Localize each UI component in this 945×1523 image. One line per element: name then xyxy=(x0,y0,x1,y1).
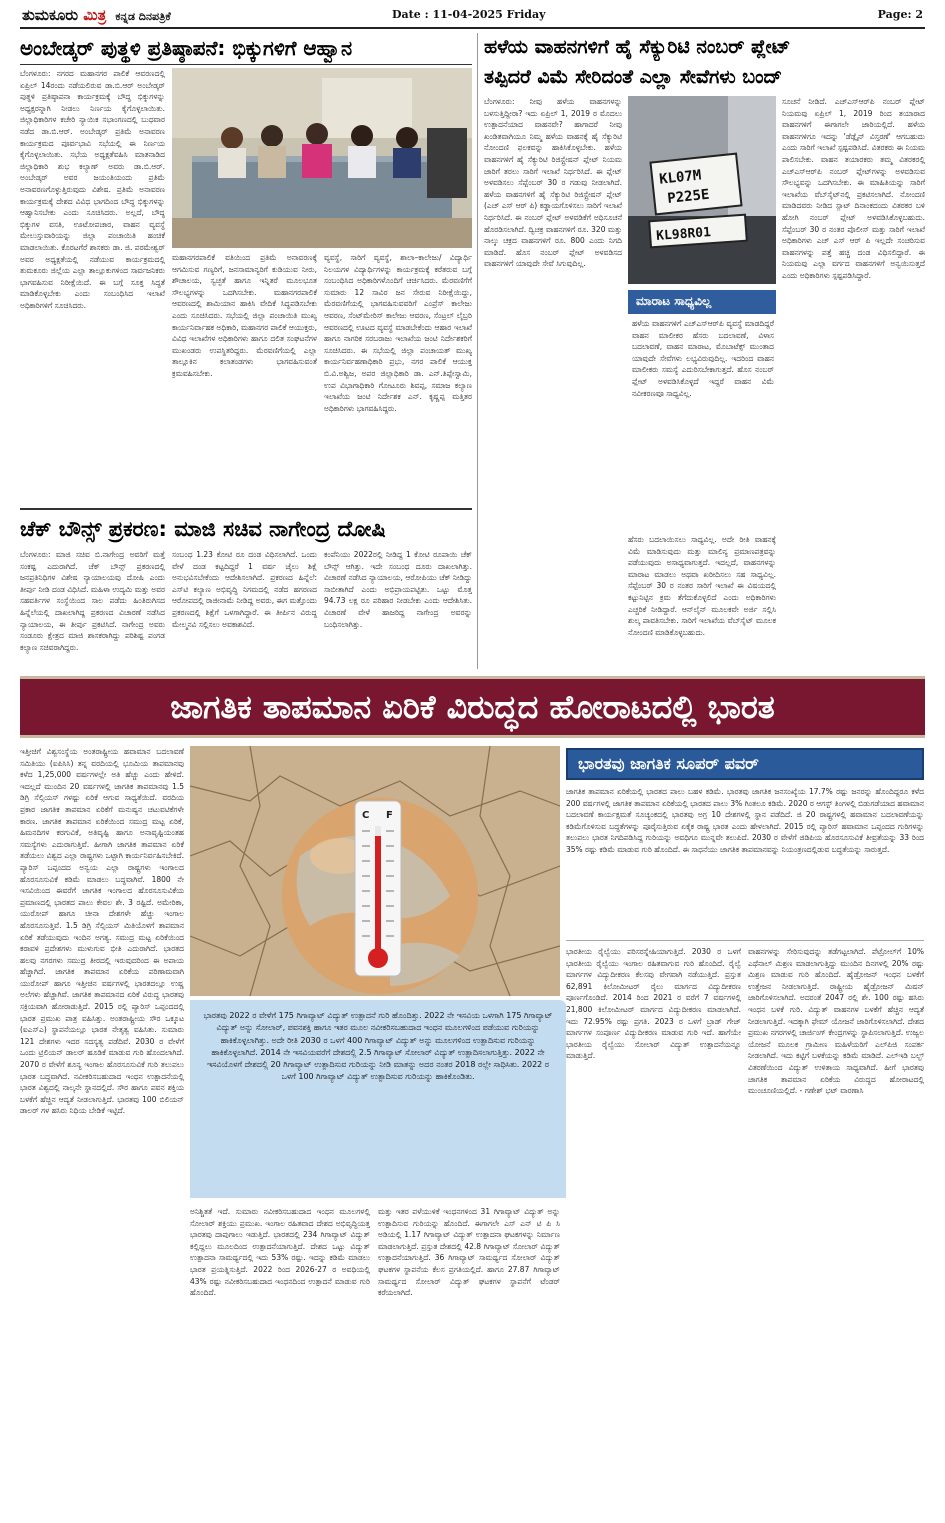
globe-illustration xyxy=(190,746,560,996)
climate-banner xyxy=(20,676,925,738)
plate-sidebox-text: ಹಳೆಯ ವಾಹನಗಳಿಗೆ ಎಚ್‌ಎಸ್‌ಆರ್‌ಪಿ ವ್ಯವಸ್ಥೆ ಮಾಡದಿದ್ದರೆ ವಾಹನ ಮಾಲೀಕರ ಹೆಸರು ಬದಲಾವಣೆ, ವಿಳಾಸ ಬದಲಾವಣೆ, ವಾಹನ ಮಾರಾಟ, ಮೊಬಾಟೆಕ್ಸ್ ಮುಂತಾದ ಯಾವುದೇ ಸೇವೆಗಳು ಲಭ್ಯವಿರುವುದಿಲ್ಲ. ಇದರಿಂದ ವಾಹನ ಮಾಲೀಕರು ಸಮಸ್ಯೆ ಎದುರಿಸಬೇಕಾಗುತ್ತದೆ. ಹೊಸ ನಂಬರ್ ಪ್ಲೇಟ್ ಅಳವಡಿಸಿಕೊಳ್ಳದೆ ಇದ್ದರೆ ವಾಹನ ವಿಮೆ ನವೀಕರಣವೂ ಸಾಧ್ಯವಿಲ್ಲ. xyxy=(632,319,774,398)
climate-banner-title: ಜಾಗತಿಕ ತಾಪಮಾನ ಏರಿಕೆ ವಿರುದ್ಧದ ಹೋರಾಟದಲ್ಲಿ ಭಾರತ xyxy=(170,688,775,726)
ambedkar-column-2: ಮಹಾನಗರಪಾಲಿಕೆ ವತಿಯಿಂದ ಪ್ರತಿಮೆ ಅನಾವರಣಕ್ಕೆ ಆಗಮಿಸುವ ಗಣ್ಯರಿಗೆ, ಜನಸಾಮಾನ್ಯರಿಗೆ ಕುಡಿಯುವ ನೀರು, ಶೌಚಾಲಯ, ಸ್ವಚ್ಛತೆ ಹಾಗೂ ಇನ್ನಿತರೆ ಮೂಲಭೂತ ಸೌಲಭ್ಯಗಳನ್ನು ಒದಗಿಸಬೇಕು. ಮಹಾನಗರಪಾಲಿಕೆ ಆವರಣದಲ್ಲಿ ಶಾಮಿಯಾನ ಹಾಕಿಸಿ ವೇದಿಕೆ ಸಿದ್ಧಪಡಿಸಬೇಕು ಎಂದು ಸೂಚಿಸಿದರು. ಸಭೆಯಲ್ಲಿ ಜಿಲ್ಲಾ ಪಂಚಾಯಿತಿ ಮುಖ್ಯ ಕಾರ್ಯನಿರ್ವಾಹಕ ಅಧಿಕಾರಿ, ಮಹಾನಗರ ಪಾಲಿಕೆ ಆಯುಕ್ತರು, ವಿವಿಧ ಇಲಾಖೆಗಳ ಅಧಿಕಾರಿಗಳು ಹಾಗೂ ದಲಿತ ಸಂಘಟನೆಗಳ ಮುಖಂಡರು ಉಪಸ್ಥಿತರಿದ್ದರು. ಮೆರವಣಿಗೆಯಲ್ಲಿ ಎಲ್ಲಾ ತಾಲ್ಲೂಕಿನ ಕಲಾತಂಡಗಳು ಭಾಗವಹಿಸುವಂತೆ ಕ್ರಮವಹಿಸಬೇಕು. xyxy=(172,253,317,378)
number-plate-illustration xyxy=(628,96,776,284)
superpower-divider xyxy=(566,940,924,941)
thermometer-f-label: F xyxy=(386,810,393,821)
plate-column-2: ಸೂಚನೆ ನೀಡಿದೆ. ಎಚ್‌ಎಸ್‌ಆರ್‌ಪಿ ನಂಬರ್ ಪ್ಲೇಟ್ ನಿಯಮವು ಏಪ್ರಿಲ್ 1, 2019 ರಿಂದ ತಯಾರಾದ ವಾಹನಗಳಿಗೆ ಈಗಾಗಲೇ ಜಾರಿಯಲ್ಲಿದೆ. ಹಳೆಯ ವಾಹನಗಳಿಗೂ ಇದನ್ನು 'ಡೆಡ್ಲೈನ್ ವಿಸ್ತರಣೆ' ಆಗಬಹುದು ಎಂದು ಸಾರಿಗೆ ಇಲಾಖೆ ಸ್ಪಷ್ಟಪಡಿಸಿದೆ. ವಿತರಕರು ಈ ನಿಯಮ ಪಾಲಿಸಬೇಕು. ವಾಹನ ತಯಾರಕರು ತಮ್ಮ ವಿತರಕರಲ್ಲಿ ಎಚ್‌ಎಸ್‌ಆರ್‌ಪಿ ನಂಬರ್ ಪ್ಲೇಟ್‌ಗಳನ್ನು ಅಳವಡಿಸುವ ಸೌಲಭ್ಯವನ್ನು ಒದಗಿಸಬೇಕು. ಈ ಮಾಹಿತಿಯನ್ನು ಸಾರಿಗೆ ಇಲಾಖೆಯ ವೆಬ್‌ಸೈಟ್‌ನಲ್ಲಿ ಪ್ರಕಟಿಸಲಾಗಿದೆ. ನೋಂದಣಿ ಮಾಡಿದವರು ನೀಡಿದ ಸ್ಲಾಟ್ ದಿನಾಂಕದಂದು ವಿತರಕರ ಬಳಿ ಹೋಗಿ ನಂಬರ್ ಪ್ಲೇಟ್ ಅಳವಡಿಸಿಕೊಳ್ಳಬಹುದು. ಸೆಪ್ಟೆಂಬರ್ 30 ರ ನಂತರ ಪೊಲೀಸ್ ಮತ್ತು ಸಾರಿಗೆ ಇಲಾಖೆ ಅಧಿಕಾರಿಗಳು ಎಚ್ ಎಸ್ ಆರ್ ಪಿ ಇಲ್ಲದೇ ಸಂಚರಿಸುವ ವಾಹನಗಳನ್ನು ಪತ್ತೆ ಹಚ್ಚಿ ದಂಡ ವಿಧಿಸಲಿದ್ದಾರೆ. ಈ ನಿಯಮವು ಎಲ್ಲಾ ವರ್ಗದ ವಾಹನಗಳಿಗೆ ಅನ್ವಯಿಸುತ್ತದೆ ಎಂದು ಅಧಿಕಾರಿಗಳು ಸ್ಪಷ್ಟಪಡಿಸಿದ್ದಾರೆ. xyxy=(782,97,925,280)
climate-quote-text: ಭಾರತವು 2022 ರ ವೇಳೆಗೆ 175 ಗಿಗಾವ್ಯಾಟ್ ವಿದ್ಯುತ್ ಉತ್ಪಾದನೆ ಗುರಿ ಹೊಂದಿತ್ತು. 2022 ನೇ ಇಸವಿಯ ಒಳಗಾಗಿ 175 ಗಿಗಾವ್ಯಾಟ್ ವಿದ್ಯುತ್ ಅನ್ನು ಸೋಲಾರ್, ಪವನಶಕ್ತಿ ಹಾಗೂ ಇತರ ಮೂಲ ನವೀಕರಿಸಬಹುದಾದ ಇಂಧನ ಮೂಲಗಳಿಂದ ಪಡೆಯುವ ಗುರಿಯನ್ನು ಹಾಕಿಕೊಳ್ಳಲಾಗಿತ್ತು. ಅದೇ ರೀತಿ 2030 ರ ಒಳಗೆ 400 ಗಿಗಾವ್ಯಾಟ್ ವಿದ್ಯುತ್ ಅನ್ನು ಮೂಲಗಳಿಂದ ಉತ್ಪಾದಿಸುವ ಗುರಿಯನ್ನು ಹಾಕಿಕೊಳ್ಳಲಾಗಿದೆ. 2014 ನೇ ಇಸವಿಯವರೆಗೆ ದೇಶದಲ್ಲಿ 2.5 ಗಿಗಾವ್ಯಾಟ್ ಸೋಲಾರ್ ವಿದ್ಯುತ್ ಉತ್ಪಾದಿಸಲಾಗುತ್ತಿತ್ತು. 2022 ನೇ ಇಸವಿಯೊಳಗೆ ದೇಶದಲ್ಲಿ 20 ಗಿಗಾವ್ಯಾಟ್ ಉತ್ಪಾದಿಸುವ ಗುರಿಯನ್ನು ನೀಡಿ ಮಾತನ್ನು ಅದರ ನಂತರ 2018 ರಲ್ಲೇ ಸಾಧಿಸಿತು. 2022 ರ ಒಳಗೆ 100 ಗಿಗಾವ್ಯಾಟ್ ವಿದ್ಯುತ್ ಉತ್ಪಾದಿಸುವ ಗುರಿಯನ್ನು ಹಾಕಿಕೊಂಡಿತು. xyxy=(203,1011,553,1082)
dateline: Date : 11-04-2025 Friday xyxy=(392,8,546,21)
cheque-headline: ಚೆಕ್ ಬೌನ್ಸ್ ಪ್ರಕರಣ: ಮಾಜಿ ಸಚಿವ ನಾಗೇಂದ್ರ ದೋಷಿ xyxy=(20,517,386,541)
svg-text:P225E: P225E xyxy=(666,186,711,208)
brand-tagline: ಕನ್ನಡ ದಿನಪತ್ರಿಕೆ xyxy=(115,10,171,23)
globe-thermometer-photo xyxy=(190,746,560,996)
plate-headline-line-1: ಹಳೆಯ ವಾಹನಗಳಿಗೆ ಹೈ ಸೆಕ್ಯುರಿಟಿ ನಂಬರ್ ಪ್ಲೇಟ್ xyxy=(484,36,791,58)
climate-column-right: ವಾಹನಗಳನ್ನು ಸೇರಿಸುವುದನ್ನು ತಡೆಗಟ್ಟಲಾಗಿದೆ. ಪೆಟ್ರೋಲ್‌ಗೆ 10% ಎಥೆನಾಲ್ ಮಿಶ್ರಣ ಮಾಡಲಾಗುತ್ತಿದ್ದು ಮುಂದಿನ ದಿನಗಳಲ್ಲಿ 20% ರಷ್ಟು ಮಿಶ್ರಣ ಮಾಡುವ ಗುರಿ ಹೊಂದಿದೆ. ಹೈಡ್ರೋಜನ್ ಇಂಧನ ಬಳಕೆಗೆ ಉತ್ತೇಜನ ನೀಡಲಾಗುತ್ತಿದೆ. ರಾಷ್ಟ್ರೀಯ ಹೈಡ್ರೋಜನ್ ಮಿಷನ್ ಜಾರಿಗೊಳಿಸಲಾಗಿದೆ. ಅದರಂತೆ 2047 ರಲ್ಲಿ ಶೇ. 100 ರಷ್ಟು ಹಸಿರು ಇಂಧನ ಬಳಕೆ ಗುರಿ. ವಿದ್ಯುತ್ ವಾಹನಗಳ ಬಳಕೆಗೆ ಹೆಚ್ಚಿನ ಆದ್ಯತೆ ನೀಡಲಾಗುತ್ತಿದೆ. ಇದಕ್ಕಾಗಿ ಫೇಮ್ ಯೋಜನೆ ಜಾರಿಗೊಳಿಸಲಾಗಿದೆ. ದೇಶದ ಪ್ರಮುಖ ನಗರಗಳಲ್ಲಿ ಚಾರ್ಜಿಂಗ್ ಕೇಂದ್ರಗಳನ್ನು ಸ್ಥಾಪಿಸಲಾಗುತ್ತಿದೆ. ಉಜ್ವಲ ಯೋಜನೆ ಮೂಲಕ ಗ್ರಾಮೀಣ ಮಹಿಳೆಯರಿಗೆ ಎಲ್‌ಪಿಜಿ ಸಂಪರ್ಕ ನೀಡಲಾಗಿದೆ. ಇದು ಕಟ್ಟಿಗೆ ಬಳಕೆಯನ್ನು ಕಡಿಮೆ ಮಾಡಿದೆ. ಎಲ್‌ಇಡಿ ಬಲ್ಬ್ ವಿತರಣೆಯಿಂದ ವಿದ್ಯುತ್ ಉಳಿತಾಯ ಸಾಧ್ಯವಾಗಿದೆ. ಹೀಗೆ ಭಾರತವು ಜಾಗತಿಕ ತಾಪಮಾನ ಏರಿಕೆಯ ವಿರುದ್ಧದ ಹೋರಾಟದಲ್ಲಿ ಮುಂಚೂಣಿಯಲ್ಲಿದೆ. - ಗಣೇಶ್ ಭಟ್ ವಾರಣಾಸಿ xyxy=(748,947,924,1096)
brand-name-a: ತುಮಕೂರು xyxy=(22,6,79,24)
ambedkar-headline: ಅಂಬೇಡ್ಕರ್ ಪುತ್ಥಳಿ ಪ್ರತಿಷ್ಠಾಪನೆ: ಭಿಕ್ಕುಗಳಿಗೆ ಆಹ್ವಾನ xyxy=(20,36,353,60)
cheque-column-2: ಸಂಬಂಧ 1.23 ಕೋಟಿ ರೂ ದಂಡ ವಿಧಿಸಲಾಗಿದೆ. ಒಂದು ವೇಳೆ ದಂಡ ಕಟ್ಟದಿದ್ದರೆ 1 ವರ್ಷ ಜೈಲು ಶಿಕ್ಷೆ ಅನುಭವಿಸಬೇಕೆಂದು ಆದೇಶಿಸಲಾಗಿದೆ. ಪ್ರಕರಣದ ಹಿನ್ನೆಲೆ: ಎಸ್‌ಟಿ ಕಲ್ಯಾಣ ಅಭಿವೃದ್ಧಿ ನಿಗಮದಲ್ಲಿ ನಡೆದ ಹಗರಣದ ಆರೋಪದಲ್ಲಿ ರಾಜೀನಾಮೆ ನೀಡಿದ್ದ ಅವರು, ಈಗ ಮತ್ತೊಂದು ಪ್ರಕರಣದಲ್ಲಿ ಶಿಕ್ಷೆಗೆ ಒಳಗಾಗಿದ್ದಾರೆ. ಈ ತೀರ್ಪಿನ ವಿರುದ್ಧ ಮೇಲ್ಮನವಿ ಸಲ್ಲಿಸಲು ಅವಕಾಶವಿದೆ. xyxy=(172,550,317,629)
climate-column-mid-1: ಮತ್ತು ಇತರ ಪಳೆಯುಳಿಕೆ ಇಂಧನಗಳಿಂದ 31 ಗಿಗಾವ್ಯಾಟ್ ವಿದ್ಯುತ್ ಅನ್ನು ಉತ್ಪಾದಿಸುವ ಗುರಿಯನ್ನು ಹೊಂದಿದೆ. ಈಗಾಗಲೇ ಎಸ್ ಎನ್ ಟಿ ಪಿ ಸಿ ಅಡಿಯಲ್ಲಿ 1.17 ಗಿಗಾವ್ಯಾಟ್ ವಿದ್ಯುತ್ ಉತ್ಪಾದನಾ ಘಟಕಗಳನ್ನು ನಿರ್ಮಾಣ ಮಾಡಲಾಗುತ್ತಿದೆ. ಪ್ರಸ್ತುತ ದೇಶದಲ್ಲಿ 42.8 ಗಿಗಾವ್ಯಾಟ್ ಸೋಲಾರ್ ವಿದ್ಯುತ್ ಉತ್ಪಾದನೆಯಾಗುತ್ತಿದೆ. 36 ಗಿಗಾವ್ಯಾಟ್ ಸಾಮರ್ಥ್ಯದ ಸೋಲಾರ್ ವಿದ್ಯುತ್ ಘಟಕಗಳ ಸ್ಥಾಪನೆಯ ಕೆಲಸ ಪ್ರಗತಿಯಲ್ಲಿದೆ. ಹಾಗೂ 27.87 ಗಿಗಾವ್ಯಾಟ್ ಸಾಮರ್ಥ್ಯದ ಸೋಲಾರ್ ವಿದ್ಯುತ್ ಘಟಕಗಳ ಸ್ಥಾಪನೆಗೆ ಟೆಂಡರ್ ಕರೆಯಲಾಗಿದೆ. xyxy=(378,1207,560,1298)
climate-quote-box xyxy=(190,1000,566,1198)
meeting-photo-illustration xyxy=(172,68,472,248)
cheque-column-3: ಕಂಪೆನಿಯು 2022ರಲ್ಲಿ ನೀಡಿದ್ದ 1 ಕೋಟಿ ರೂಪಾಯಿ ಚೆಕ್ ಬೌನ್ಸ್ ಆಗಿತ್ತು. ಇದೇ ಸಂಬಂಧ ದೂರು ದಾಖಲಾಗಿತ್ತು. ವಿಚಾರಣೆ ನಡೆಸಿದ ನ್ಯಾಯಾಲಯ, ಆರೋಪಿಯು ಚೆಕ್ ನೀಡಿದ್ದು ಸಾಬೀತಾಗಿದೆ ಎಂದು ಅಭಿಪ್ರಾಯಪಟ್ಟಿತು. ಒಟ್ಟು ಮೊತ್ತ 94.73 ಲಕ್ಷ ರೂ ಪರಿಹಾರ ನೀಡಬೇಕು ಎಂದು ಆದೇಶಿಸಿತು. ವಿಚಾರಣೆ ವೇಳೆ ಹಾಜರಿದ್ದ ನಾಗೇಂದ್ರ ಅವರನ್ನು ಬಂಧಿಸಲಾಗಿತ್ತು. xyxy=(324,550,472,629)
ambedkar-column-3: ವ್ಯವಸ್ಥೆ, ಸಾರಿಗೆ ವ್ಯವಸ್ಥೆ, ಶಾಲಾ–ಕಾಲೇಜು/ ವಿದ್ಯಾರ್ಥಿ ನಿಲಯಗಳ ವಿದ್ಯಾರ್ಥಿಗಳನ್ನು ಕಾರ್ಯಕ್ರಮಕ್ಕೆ ಕರೆತರುವ ಬಗ್ಗೆ ಸಂಬಂಧಿಸಿದ ಅಧಿಕಾರಿಗಳೊಂದಿಗೆ ಚರ್ಚಿಸಿದರು. ಮೆರವಣಿಗೆಗೆ ಸುಮಾರು 12 ಸಾವಿರ ಜನ ಸೇರುವ ನಿರೀಕ್ಷೆಯಿದ್ದು, ಮೆರವಣಿಗೆಯಲ್ಲಿ ಭಾಗವಹಿಸುವವರಿಗೆ ಎಂಪ್ರೆಸ್ ಕಾಲೇಜು ಆವರಣ, ಸೆಂಟ್‌ಮೇರಿಸ್ ಕಾಲೇಜು ಆವರಣ, ಸೆಂಟ್ರಲ್ ಲೈಬ್ರರಿ ಆವರಣದಲ್ಲಿ ಊಟದ ವ್ಯವಸ್ಥೆ ಮಾಡಬೇಕೆಂದು ಆಹಾರ ಇಲಾಖೆ ಹಾಗೂ ನಾಗರಿಕ ಸರಬರಾಜು ಇಲಾಖೆಯ ಜಂಟಿ ನಿರ್ದೇಶಕರಿಗೆ ಸೂಚಿಸಿದರು. ಈ ಸಭೆಯಲ್ಲಿ ಜಿಲ್ಲಾ ಪಂಚಾಯತ್ ಮುಖ್ಯ ಕಾರ್ಯನಿರ್ವಹಣಾಧಿಕಾರಿ ಪ್ರಭು, ನಗರ ಪಾಲಿಕೆ ಆಯುಕ್ತ ಬಿ.ವಿ.ಅಶ್ವಿಜ, ಅಪರ ಜಿಲ್ಲಾಧಿಕಾರಿ ಡಾ. ಎನ್.ತಿಪ್ಪೇಸ್ವಾಮಿ, ಉಪ ವಿಭಾಗಾಧಿಕಾರಿ ಗೋಟೂರು ಶಿವಪ್ಪ, ಸಮಾಜ ಕಲ್ಯಾಣ ಇಲಾಖೆಯ ಜಂಟಿ ನಿರ್ದೇಶಕ ಎನ್. ಕೃಷ್ಣಪ್ಪ ಮತ್ತಿತರ ಅಧಿಕಾರಿಗಳು ಭಾಗವಹಿಸಿದ್ದರು. xyxy=(324,253,472,413)
cheque-column-1: ಬೆಂಗಳೂರು: ಮಾಜಿ ಸಚಿವ ಬಿ.ನಾಗೇಂದ್ರ ಅವರಿಗೆ ಮತ್ತೆ ಸಂಕಷ್ಟ ಎದುರಾಗಿದೆ. ಚೆಕ್ ಬೌನ್ಸ್ ಪ್ರಕರಣದಲ್ಲಿ ಜನಪ್ರತಿನಿಧಿಗಳ ವಿಶೇಷ ನ್ಯಾಯಾಲಯವು ದೋಷಿ ಎಂದು ತೀರ್ಪು ನೀಡಿ ದಂಡ ವಿಧಿಸಿದೆ. ಮಹಿಳಾ ಉದ್ಯಮಿ ಮತ್ತು ಅವರ ಸಹವರ್ತಿಗಳ ಸಂಸ್ಥೆಯಿಂದ ಸಾಲ ಪಡೆದು ಹಿಂತಿರುಗಿಸದ ಹಿನ್ನೆಲೆಯಲ್ಲಿ ದಾಖಲಾಗಿದ್ದ ಪ್ರಕರಣದ ವಿಚಾರಣೆ ನಡೆಸಿದ ನ್ಯಾಯಾಲಯ, ಈ ತೀರ್ಪು ಪ್ರಕಟಿಸಿದೆ. ನಾಗೇಂದ್ರ ಅವರು ಸಂಡೂರು ಕ್ಷೇತ್ರದ ಮಾಜಿ ಶಾಸಕರಾಗಿದ್ದು ಪರಿಶಿಷ್ಟ ಪಂಗಡ ಕಲ್ಯಾಣ ಸಚಿವರಾಗಿದ್ದರು. xyxy=(20,550,165,652)
cheque-top-rule xyxy=(20,508,472,510)
thermometer-c-label: C xyxy=(362,810,370,821)
plate-column-3: ಹೆಸರು ಬದಲಾಯಿಸಲು ಸಾಧ್ಯವಿಲ್ಲ. ಅದೇ ರೀತಿ ವಾಹನಕ್ಕೆ ವಿಮೆ ಮಾಡಿಸುವುದು ಮತ್ತು ಮಾಲಿನ್ಯ ಪ್ರಮಾಣಪತ್ರವನ್ನು ಪಡೆಯುವುದು ಅಸಾಧ್ಯವಾಗುತ್ತದೆ. ಇದಲ್ಲದೆ, ವಾಹನಗಳನ್ನು ಮಾರಾಟ ಮಾಡಲು ಅಥವಾ ಖರೀದಿಸಲು ಸಹ ಸಾಧ್ಯವಿಲ್ಲ. ಸೆಪ್ಟೆಂಬರ್ 30 ರ ನಂತರ ಸಾರಿಗೆ ಇಲಾಖೆ ಈ ವಿಷಯದಲ್ಲಿ ಕಟ್ಟುನಿಟ್ಟಿನ ಕ್ರಮ ತೆಗೆದುಕೊಳ್ಳಲಿದೆ ಎಂದು ಅಧಿಕಾರಿಗಳು ಎಚ್ಚರಿಕೆ ನೀಡಿದ್ದಾರೆ. ಆನ್‌ಲೈನ್ ಮೂಲಕವೇ ಅರ್ಜಿ ಸಲ್ಲಿಸಿ ಶುಲ್ಕ ಪಾವತಿಸಬೇಕು. ಸಾರಿಗೆ ಇಲಾಖೆಯ ವೆಬ್‌ಸೈಟ್ ಮೂಲಕ ನೋಂದಣಿ ಮಾಡಿಕೊಳ್ಳಬಹುದು. xyxy=(628,535,776,637)
superpower-text: ಜಾಗತಿಕ ತಾಪಮಾನ ಏರಿಕೆಯಲ್ಲಿ ಭಾರತದ ಪಾಲು ಬಹಳ ಕಡಿಮೆ. ಭಾರತವು ಜಾಗತಿಕ ಜನಸಂಖ್ಯೆಯ 17.7% ರಷ್ಟು ಜನರನ್ನು ಹೊಂದಿದ್ದರೂ ಕಳೆದ 200 ವರ್ಷಗಳಲ್ಲಿ ಜಾಗತಿಕ ತಾಪಮಾನ ಏರಿಕೆಯಲ್ಲಿ ಭಾರತದ ಪಾಲು 3% ಗಿಂತಲೂ ಕಡಿಮೆ. 2020 ರ ಆಗಸ್ಟ್ ತಿಂಗಳಲ್ಲಿ ಬಿಡುಗಡೆಯಾದ ಹವಾಮಾನ ಬದಲಾವಣೆ ಕಾರ್ಯಕ್ಷಮತೆ ಸೂಚ್ಯಂಕದಲ್ಲಿ ಭಾರತವು ಅಗ್ರ 10 ದೇಶಗಳಲ್ಲಿ ಸ್ಥಾನ ಪಡೆದಿದೆ. ಜಿ 20 ರಾಷ್ಟ್ರಗಳಲ್ಲಿ ಹವಾಮಾನ ಬದಲಾವಣೆಯನ್ನು ಕಡಿಮೆಗೊಳಿಸುವ ಬದ್ಧತೆಗಳನ್ನು ಪೂರೈಸುತ್ತಿರುವ ಏಕೈಕ ರಾಷ್ಟ್ರ ಭಾರತ ಎಂದು ಹೇಳಲಾಗಿದೆ. 2015 ರಲ್ಲಿ ಪ್ಯಾರಿಸ್ ಹವಾಮಾನ ಒಪ್ಪಂದದ ಗುರಿಗಳನ್ನು ತಲುಪಲು ಭಾರತ ನಿಗದಿಪಡಿಸಿದ್ದ ಗುರಿಯನ್ನು ಅವಧಿಗೂ ಮುನ್ನವೇ ತಲುಪಿದೆ. 2030 ರ ವೇಳೆಗೆ ಜಿಡಿಪಿಯ ಹೊರಸೂಸುವಿಕೆ ತೀವ್ರತೆಯನ್ನು 33 ರಿಂದ 35% ರಷ್ಟು ಕಡಿಮೆ ಮಾಡುವ ಗುರಿ ಹೊಂದಿದೆ. ಈ ಸಾಧನೆಯು ಜಾಗತಿಕ ತಾಪಮಾನವನ್ನು ನಿಯಂತ್ರಣದಲ್ಲಿಡುವ ಬದ್ಧತೆಯನ್ನು ಸಾರುತ್ತದೆ. xyxy=(566,787,924,854)
plate-headline-line-2: ತಪ್ಪಿದರೆ ವಿಮೆ ಸೇರಿದಂತೆ ಎಲ್ಲಾ ಸೇವೆಗಳು ಬಂದ್ xyxy=(484,66,782,88)
svg-text:KL07M: KL07M xyxy=(658,167,703,188)
column-divider xyxy=(477,33,478,669)
plate-column-1: ಬೆಂಗಳೂರು: ನೀವು ಹಳೆಯ ವಾಹನಗಳನ್ನು ಬಳಸುತ್ತಿದ್ದೀರಾ? ಇದು ಏಪ್ರಿಲ್ 1, 2019 ರ ಮೊದಲು ಉತ್ಪಾದನೆಯಾದ ವಾಹನವೇ? ಹಾಗಾದರೆ ನೀವು ಖಂಡಿತವಾಗಿಯೂ ನಿಮ್ಮ ಹಳೆಯ ವಾಹನಕ್ಕೆ ಹೈ ಸೆಕ್ಯುರಿಟಿ ನೋಂದಣಿ ಫಲಕವನ್ನು ಹಾಕಿಸಿಕೊಳ್ಳಬೇಕು. ಹಳೆಯ ವಾಹನಗಳಿಗೆ ಹೈ ಸೆಕ್ಯುರಿಟಿ ರಿಜಿಸ್ಟ್ರೇಷನ್ ಪ್ಲೇಟ್ ನಿಯಮ ಜಾರಿಗೆ ತರಲು ಸಾರಿಗೆ ಇಲಾಖೆ ನಿರ್ಧರಿಸಿದೆ. ಈ ಪ್ಲೇಟ್ ಅಳವಡಿಸಲು ಸೆಪ್ಟೆಂಬರ್ 30 ರ ಗಡುವು ನೀಡಲಾಗಿದೆ. ಹಳೆಯ ವಾಹನಗಳಿಗೆ ಹೈ ಸೆಕ್ಯುರಿಟಿ ರಿಜಿಸ್ಟ್ರೇಷನ್ ಪ್ಲೇಟ್ (ಎಚ್ ಎಸ್ ಆರ್ ಪಿ) ಕಡ್ಡಾಯಗೊಳಿಸಲು ಸಾರಿಗೆ ಇಲಾಖೆ ನಿರ್ಧರಿಸಿದೆ. ಈ ನಂಬರ್ ಪ್ಲೇಟ್ ಅಳವಡಿಕೆಗೆ ಅಧಿಸೂಚನೆ ಹೊರಡಿಸಲಾಗಿದೆ. ದ್ವಿಚಕ್ರ ವಾಹನಗಳಿಗೆ ರೂ. 320 ಮತ್ತು ನಾಲ್ಕು ಚಕ್ರದ ವಾಹನಗಳಿಗೆ ರೂ. 800 ಎಂದು ನಿಗದಿ ಮಾಡಿದೆ. ಹೊಸ ನಂಬರ್ ಪ್ಲೇಟ್ ಅಳವಡಿಸದ ವಾಹನಗಳಿಗೆ ಯಾವುದೇ ಸೇವೆ ಸಿಗುವುದಿಲ್ಲ. xyxy=(484,97,622,269)
ambedkar-column-1: ಬೆಂಗಳೂರು: ನಗರದ ಮಹಾನಗರ ಪಾಲಿಕೆ ಆವರಣದಲ್ಲಿ ಏಪ್ರಿಲ್ 14ರಂದು ನಡೆಯಲಿರುವ ಡಾ.ಬಿ.ಆರ್ ಅಂಬೇಡ್ಕರ್ ಪುತ್ಥಳಿ ಪ್ರತಿಷ್ಠಾಪನಾ ಕಾರ್ಯಕ್ರಮಕ್ಕೆ ಬೌದ್ಧ ಭಿಕ್ಕುಗಳನ್ನು ಅಧ್ಯಕ್ಷರನ್ನಾಗಿ ನೀಡಲು ನಿರ್ಣಯ ಕೈಗೊಳ್ಳಲಾಯಿತು. ಜಿಲ್ಲಾಧಿಕಾರಿಗಳ ಕಚೇರಿ ನ್ಯಾಯಿಕ ಸಭಾಂಗಣದಲ್ಲಿ ಬುಧವಾರ ನಡೆದ ಡಾ.ಬಿ.ಆರ್. ಅಂಬೇಡ್ಕರ್ ಪ್ರತಿಮೆ ಅನಾವರಣ ಕಾರ್ಯಕ್ರಮದ ಪೂರ್ವಭಾವಿ ಸಭೆಯಲ್ಲಿ ಈ ನಿರ್ಣಯ ಕೈಗೊಳ್ಳಲಾಯಿತು. ಸಭೆಯ ಅಧ್ಯಕ್ಷತೆವಹಿಸಿ ಮಾತನಾಡಿದ ಜಿಲ್ಲಾಧಿಕಾರಿ ಶುಭ ಕಲ್ಯಾಣ್ ಅವರು ಡಾ.ಬಿ.ಆರ್. ಅಂಬೇಡ್ಕರ್ ಅವರ ಜಯಂತಿಯಂದು ಪ್ರತಿಮೆ ಅನಾವರಣಗೊಳ್ಳುತ್ತಿರುವುದು ವಿಶೇಷ. ಪ್ರತಿಮೆ ಅನಾವರಣ ಕಾರ್ಯಕ್ರಮಕ್ಕೆ ದೇಶದ ವಿವಿಧ ಭಾಗದಿಂದ ಬೌದ್ಧ ಭಿಕ್ಕುಗಳನ್ನು ಆಹ್ವಾನಿಸಬೇಕು ಎಂದು ಸೂಚಿಸಿದರು. ಅಲ್ಲದೆ, ಬೌದ್ಧ ಭಿಕ್ಕುಗಳ ವಸತಿ, ಊಟೋಪಚಾರ, ವಾಹನ ವ್ಯವಸ್ಥೆ ಮೇಲುಸ್ತುವಾರಿಯನ್ನು ಜಿಲ್ಲಾ ಪಂಚಾಯಿತಿ ಹಂಚಿಕೆ ಮಾಡಲಾಯಿತು. ಕೊರಟಗೆರೆ ಶಾಸಕರು ಡಾ. ಜಿ. ಪರಮೇಶ್ವರ್ ಅವರ ಅಧ್ಯಕ್ಷತೆಯಲ್ಲಿ ನಡೆಯುವ ಕಾರ್ಯಕ್ರಮದಲ್ಲಿ ತುಮಕೂರು ಜಿಲ್ಲೆಯ ಎಲ್ಲಾ ತಾಲ್ಲೂಕುಗಳಿಂದ ಸಾರ್ವಜನಿಕರು ಭಾಗವಹಿಸುವ ನಿರೀಕ್ಷೆಯಿದೆ. ಈ ಬಗ್ಗೆ ಸೂಕ್ತ ಸಿದ್ಧತೆ ಮಾಡಿಕೊಳ್ಳಬೇಕು ಎಂದು ಸಂಬಂಧಿಸಿದ ಇಲಾಖೆ ಅಧಿಕಾರಿಗಳಿಗೆ ಸೂಚಿಸಿದರು. xyxy=(20,69,165,310)
ambedkar-headline-rule xyxy=(20,64,472,65)
superpower-heading-box xyxy=(566,748,924,780)
superpower-heading: ಭಾರತವು ಜಾಗತಿಕ ಸೂಪರ್ ಪವರ್ xyxy=(578,754,759,773)
page-number: Page: 2 xyxy=(877,8,923,21)
plate-sidebox-heading: ಮಾರಾಟ ಸಾಧ್ಯವಿಲ್ಲ xyxy=(628,290,776,314)
svg-text:KL98R01: KL98R01 xyxy=(655,225,712,244)
climate-column-mid-2: ಅನಿಶ್ಚಿತತೆ ಇದೆ. ಸುಮಾರು ನವೀಕರಿಸಬಹುದಾದ ಇಂಧನ ಮೂಲಗಳಲ್ಲಿ ಸೋಲಾರ್ ಶಕ್ತಿಯು ಪ್ರಮುಖ. ಇಂಗಾಲ ರಹಿತವಾದ ದೇಶದ ಅಭಿವೃದ್ಧಿಯತ್ತ ಭಾರತವು ದಾಪುಗಾಲು ಇಡುತ್ತಿದೆ. ಭಾರತದಲ್ಲಿ 234 ಗಿಗಾವ್ಯಾಟ್ ವಿದ್ಯುತ್ ಕಲ್ಲಿದ್ದಲು ಮೂಲದಿಂದ ಉತ್ಪಾದನೆಯಾಗುತ್ತಿದೆ. ದೇಶದ ಒಟ್ಟು ವಿದ್ಯುತ್ ಉತ್ಪಾದನಾ ಸಾಮರ್ಥ್ಯದಲ್ಲಿ ಇದು 53% ರಷ್ಟು. ಇದನ್ನು ಕಡಿಮೆ ಮಾಡಲು ಭಾರತ ಪ್ರಯತ್ನಿಸುತ್ತಿದೆ. 2022 ರಿಂದ 2026-27 ರ ಅವಧಿಯಲ್ಲಿ 43% ರಷ್ಟು ನವೀಕರಿಸಬಹುದಾದ ಇಂಧನದಿಂದ ಉತ್ಪಾದನೆ ಮಾಡುವ ಗುರಿ ಹೊಂದಿದೆ. xyxy=(190,1207,370,1298)
climate-column-left: ಇತ್ತೀಚಿಗೆ ವಿಶ್ವಸಂಸ್ಥೆಯ ಅಂತರಾಷ್ಟ್ರೀಯ ಹವಾಮಾನ ಬದಲಾವಣೆ ಸಮಿತಿಯು (ಐಪಿಸಿಸಿ) ತನ್ನ ವರದಿಯಲ್ಲಿ ಭೂಮಿಯ ತಾಪಮಾನವು ಕಳೆದ 1,25,000 ವರ್ಷಗಳಲ್ಲೇ ಅತಿ ಹೆಚ್ಚು ಎಂದು ಹೇಳಿದೆ. ಇದಲ್ಲದೆ ಮುಂದಿನ 20 ವರ್ಷಗಳಲ್ಲಿ ಜಾಗತಿಕ ತಾಪಮಾನವು 1.5 ಡಿಗ್ರಿ ಸೆಲ್ಸಿಯಸ್ ಗಳಷ್ಟು ಏರಿಕೆ ಆಗುವ ಸಾಧ್ಯತೆಯಿದೆ. ವರದಿಯ ಪ್ರಕಾರ ಜಾಗತಿಕ ತಾಪಮಾನ ಏರಿಕೆಗೆ ಮನುಷ್ಯನ ಚಟುವಟಿಕೆಗಳೇ ಕಾರಣ. ಜಾಗತಿಕ ತಾಪಮಾನ ಏರಿಕೆಯಿಂದ ಸಮುದ್ರ ಮಟ್ಟ ಏರಿಕೆ, ಹಿಮನದಿಗಳ ಕರಗುವಿಕೆ, ಅತಿವೃಷ್ಟಿ ಹಾಗೂ ಅನಾವೃಷ್ಟಿಯಂತಹ ಸಮಸ್ಯೆಗಳು ಎದುರಾಗುತ್ತಿವೆ. ಹೀಗಾಗಿ ಜಾಗತಿಕ ತಾಪಮಾನ ಏರಿಕೆ ತಡೆಯಲು ವಿಶ್ವದ ಎಲ್ಲಾ ರಾಷ್ಟ್ರಗಳು ಒಟ್ಟಾಗಿ ಕಾರ್ಯನಿರ್ವಹಿಸಬೇಕಿದೆ. ಪ್ಯಾರಿಸ್ ಒಪ್ಪಂದದ ಅನ್ವಯ ಎಲ್ಲಾ ರಾಷ್ಟ್ರಗಳು ಇಂಗಾಲದ ಹೊರಸೂಸುವಿಕೆ ಕಡಿಮೆ ಮಾಡಲು ಬದ್ಧವಾಗಿವೆ. 1800 ನೇ ಇಸವಿಯಿಂದ ಈವರೆಗೆ ಜಾಗತಿಕ ಇಂಗಾಲದ ಹೊರಸೂಸುವಿಕೆಯ ಪ್ರಮಾಣದಲ್ಲಿ ಭಾರತದ ಪಾಲು ಕೇವಲ ಶೇ. 3 ರಷ್ಟಿದೆ. ಅಮೇರಿಕಾ, ಯುರೋಪ್ ಹಾಗೂ ಚೀನಾ ದೇಶಗಳೇ ಹೆಚ್ಚು ಇಂಗಾಲ ಹೊರಸೂಸುತ್ತಿವೆ. 1.5 ಡಿಗ್ರಿ ಸೆಲ್ಸಿಯಸ್ ಮಿತಿಯೊಳಗೆ ತಾಪಮಾನ ಏರಿಕೆ ತಡೆಯುವುದು ಇಂದಿನ ಅಗತ್ಯ. ಸಮುದ್ರ ಮಟ್ಟ ಏರಿಕೆಯಿಂದ ಕರಾವಳಿ ಪ್ರದೇಶಗಳು ಮುಳುಗುವ ಭೀತಿ ಎದುರಾಗಿದೆ. ಭಾರತದ ಹಲವು ನಗರಗಳು ಸಮುದ್ರ ತೀರದಲ್ಲಿ ಇರುವುದರಿಂದ ಈ ಅಪಾಯ ಹೆಚ್ಚಾಗಿದೆ. ಜಾಗತಿಕ ತಾಪಮಾನ ಏರಿಕೆಯ ಪರಿಣಾಮವಾಗಿ ಯುರೋಪ್ ಹಾಗೂ ಇತ್ತೀಚಿನ ವರ್ಷಗಳಲ್ಲಿ ಭಾರತದಲ್ಲೂ ಉಷ್ಣ ಅಲೆಗಳು ಹೆಚ್ಚಾಗಿವೆ. ಜಾಗತಿಕ ತಾಪಮಾನದ ಏರಿಕೆ ವಿರುದ್ಧ ಭಾರತವು ಸಕ್ರಿಯವಾಗಿ ಹೋರಾಡುತ್ತಿದೆ. 2015 ರಲ್ಲಿ ಪ್ಯಾರಿಸ್ ಒಪ್ಪಂದದಲ್ಲಿ ಭಾರತ ಪ್ರಮುಖ ಪಾತ್ರ ವಹಿಸಿತ್ತು. ಅಂತರಾಷ್ಟ್ರೀಯ ಸೌರ ಒಕ್ಕೂಟ (ಐಎಸ್‌ಎ) ಸ್ಥಾಪನೆಯಲ್ಲೂ ಭಾರತ ನೇತೃತ್ವ ವಹಿಸಿತು. ಸುಮಾರು 121 ದೇಶಗಳು ಇದರ ಸದಸ್ಯತ್ವ ಪಡೆದಿವೆ. 2030 ರ ವೇಳೆಗೆ ಒಂದು ಟ್ರಿಲಿಯನ್ ಡಾಲರ್ ಹೂಡಿಕೆ ಮಾಡುವ ಗುರಿ ಹೊಂದಲಾಗಿದೆ. 2070 ರ ವೇಳೆಗೆ ಶೂನ್ಯ ಇಂಗಾಲ ಹೊರಸೂಸುವಿಕೆ ಗುರಿ ತಲುಪಲು ಭಾರತ ಬದ್ಧವಾಗಿದೆ. ನವೀಕರಿಸಬಹುದಾದ ಇಂಧನ ಉತ್ಪಾದನೆಯಲ್ಲಿ ಭಾರತ ವಿಶ್ವದಲ್ಲಿ ನಾಲ್ಕನೇ ಸ್ಥಾನದಲ್ಲಿದೆ. ಸೌರ ಹಾಗೂ ಪವನ ಶಕ್ತಿಯ ಬಳಕೆಗೆ ಹೆಚ್ಚಿನ ಆದ್ಯತೆ ನೀಡಲಾಗುತ್ತಿದೆ. ಭಾರತವು 100 ಬಿಲಿಯನ್ ಡಾಲರ್ ಗಳ ಹಸಿರು ನಿಧಿಯ ಬೇಡಿಕೆ ಇಟ್ಟಿದೆ. xyxy=(20,747,184,1116)
newspaper-brand xyxy=(22,6,171,24)
masthead-divider xyxy=(20,27,925,29)
climate-column-mid-3: ಭಾರತೀಯ ರೈಲ್ವೆಯು ಪರಿಸರಸ್ನೇಹಿಯಾಗುತ್ತಿದೆ. 2030 ರ ಒಳಗೆ ಭಾರತೀಯ ರೈಲ್ವೆಯು ಇಂಗಾಲ ರಹಿತವಾಗುವ ಗುರಿ ಹೊಂದಿದೆ. ರೈಲ್ವೆ ಮಾರ್ಗಗಳ ವಿದ್ಯುದೀಕರಣ ಕೆಲಸವು ವೇಗವಾಗಿ ನಡೆಯುತ್ತಿದೆ. ಪ್ರಸ್ತುತ 62,891 ಕಿಲೋಮೀಟರ್ ರೈಲು ಮಾರ್ಗದ ವಿದ್ಯುದೀಕರಣ ಪೂರ್ಣಗೊಂಡಿದೆ. 2014 ರಿಂದ 2021 ರ ವರೆಗೆ 7 ವರ್ಷಗಳಲ್ಲಿ 21,800 ಕಿಲೋಮೀಟರ್ ಮಾರ್ಗದ ವಿದ್ಯುದೀಕರಣ ಮಾಡಲಾಗಿದೆ. ಇದು 72.95% ರಷ್ಟು ಪ್ರಗತಿ. 2023 ರ ಒಳಗೆ ಬ್ರಾಡ್ ಗೇಜ್ ಮಾರ್ಗಗಳ ಸಂಪೂರ್ಣ ವಿದ್ಯುದೀಕರಣ ಮಾಡುವ ಗುರಿ ಇದೆ. ಹಾಗೆಯೇ ಭಾರತೀಯ ರೈಲ್ವೆಯು ಸೋಲಾರ್ ವಿದ್ಯುತ್ ಉತ್ಪಾದನೆಯನ್ನೂ ಮಾಡುತ್ತಿದೆ. xyxy=(566,947,741,1061)
brand-name-b: ಮಿತ್ರ xyxy=(83,6,107,24)
number-plate-photo xyxy=(628,96,776,284)
meeting-photo xyxy=(172,68,472,248)
